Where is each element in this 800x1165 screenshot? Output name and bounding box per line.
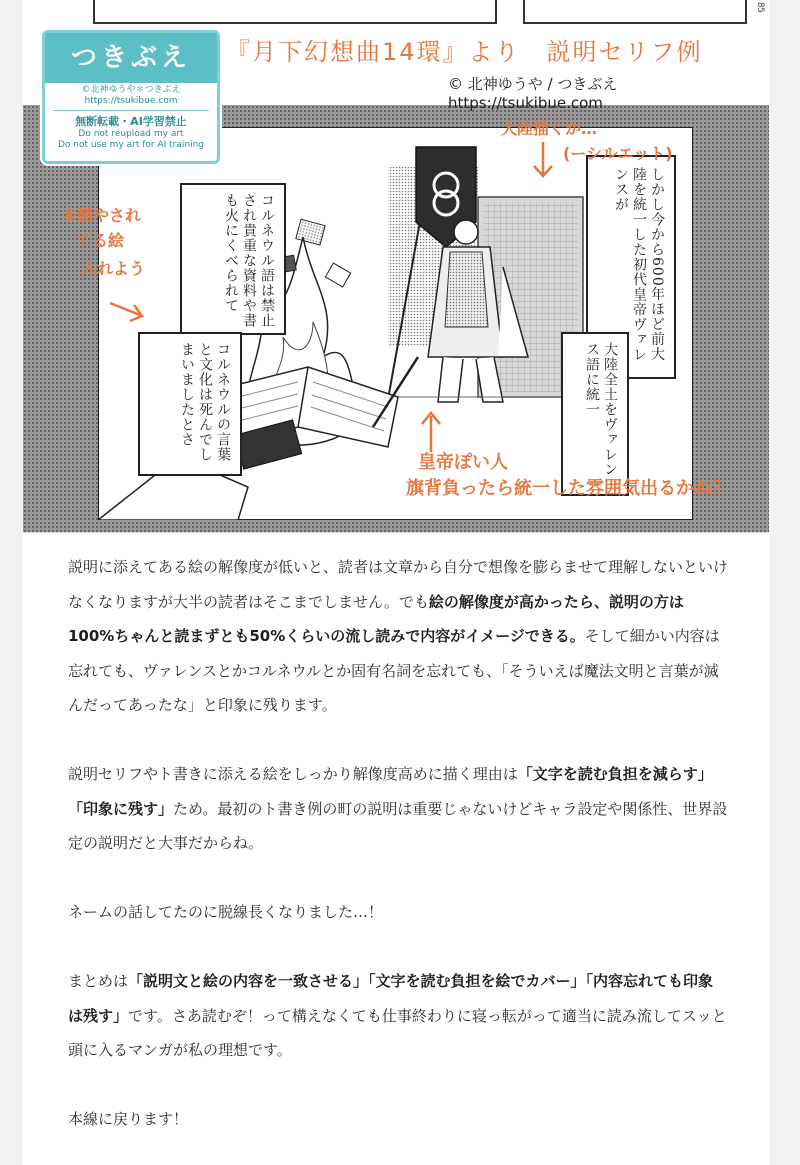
caption-box-language (561, 332, 629, 496)
handwritten-title: 『月下幻想曲14環』より 説明セリフ例 (226, 38, 703, 66)
paragraph-reason (68, 757, 728, 861)
paragraph-4-text-a: まとめは (68, 972, 129, 990)
spacer (68, 861, 728, 896)
caption-unification-text: しかし今から600年ほど前大陸を統一した初代皇帝ヴァレンスが (613, 167, 665, 362)
paragraph-1-text-c: そして細かい内容は忘れても、ヴァレンスとかコルネウルとか固有名詞を忘れても、「そういえば魔法文明と言葉が滅んだってあったな」と印象に残ります。 (68, 627, 720, 714)
spacer (68, 723, 728, 758)
paragraph-2-text-a: 説明セリフやト書きに添える絵をしっかり解像度高めに描く理由は (68, 765, 518, 783)
paragraph-2-bold: 「文字を読む負担を減らす」「印象に残す」 (68, 765, 713, 818)
paragraph-resolution (68, 550, 728, 723)
note-books-line1: 本燃やされ (61, 206, 142, 225)
paragraph-1-text-a: 説明に添えてある絵の解像度が低いと、読者は文章から自分で想像を膨らませて理解しないといけなくなりますが大半の読者はそこまでしません。でも (68, 558, 729, 611)
paragraph-2-text-c: ため。最初のト書き例の町の説明は重要じゃないけどキャラ設定や関係性、世界設定の説明だと大事だからね。 (68, 799, 728, 852)
paragraph-1-bold: 絵の解像度が高かったら、説明の方は100%ちゃんと読まずとも50%くらいの流し読みで内容がイメージできる。 (68, 592, 684, 645)
arrow-right-icon (108, 295, 148, 325)
caption-box-culture (138, 332, 242, 476)
top-panel-frame-right (523, 0, 747, 24)
spacer (68, 1068, 728, 1103)
logo-english-line1: Do not reupload my art (78, 129, 184, 139)
caption-box-banned (180, 183, 286, 335)
page-number: 85 (755, 2, 765, 13)
note-emperor-line2: 旗背負ったら統一した雰囲気出るかね？ (406, 478, 730, 499)
logo-copyright: ©北神ゆうや＊つきぶえ (81, 85, 181, 95)
note-emperor-line1: 皇帝ぽい人 (418, 452, 508, 473)
top-panel-frame (93, 0, 497, 24)
logo-title: つきぶえ (45, 33, 217, 83)
main-panel (98, 127, 693, 520)
paragraph-digression: ネームの話してたのに脱線長くなりました…！ (68, 903, 384, 921)
article-page (23, 0, 769, 1165)
paragraph-return: 本線に戻ります！ (68, 1110, 189, 1128)
spacer (68, 930, 728, 965)
tsukibue-logo (42, 30, 220, 164)
credit-line: © 北神ゆうや / つきぶえ https://tsukibue.com (448, 75, 633, 112)
logo-url: https://tsukibue.com (84, 96, 178, 106)
logo-english-line2: Do not use my art for AI training (57, 140, 205, 150)
paragraph-4-bold: 「説明文と絵の内容を一致させる」「文字を読む負担を絵でカバー」「内容忘れても印象は残す」 (68, 972, 714, 1025)
note-books-line3: 入れよう (81, 259, 146, 278)
caption-culture-text: コルネウルの言葉と文化は死んでしまいましたとさ (179, 342, 231, 462)
note-books-line2: てる絵 (76, 231, 125, 250)
article-body (68, 550, 728, 1137)
note-continent: 大陸描くか… (501, 119, 598, 138)
note-silhouette: (ーシルエット) (563, 144, 673, 163)
arrow-down-icon (528, 140, 558, 180)
caption-banned-text: コルネウル語は禁止され貴重な資料や書も火にくべられて (223, 193, 275, 328)
logo-divider (53, 110, 209, 111)
logo-warning: 無断転載・AI学習禁止 (75, 115, 187, 128)
caption-language-text: 大陸全土をヴァレンス語に統一 (584, 342, 618, 477)
manga-illustration (23, 0, 769, 533)
paragraph-4-text-c: です。さあ読むぞ！って構えなくても仕事終わりに寝っ転がって適当に読み流してスッと頭に入るマンガが私の理想です。 (68, 1006, 727, 1059)
arrow-up-icon (416, 410, 446, 455)
paragraph-summary (68, 964, 728, 1068)
